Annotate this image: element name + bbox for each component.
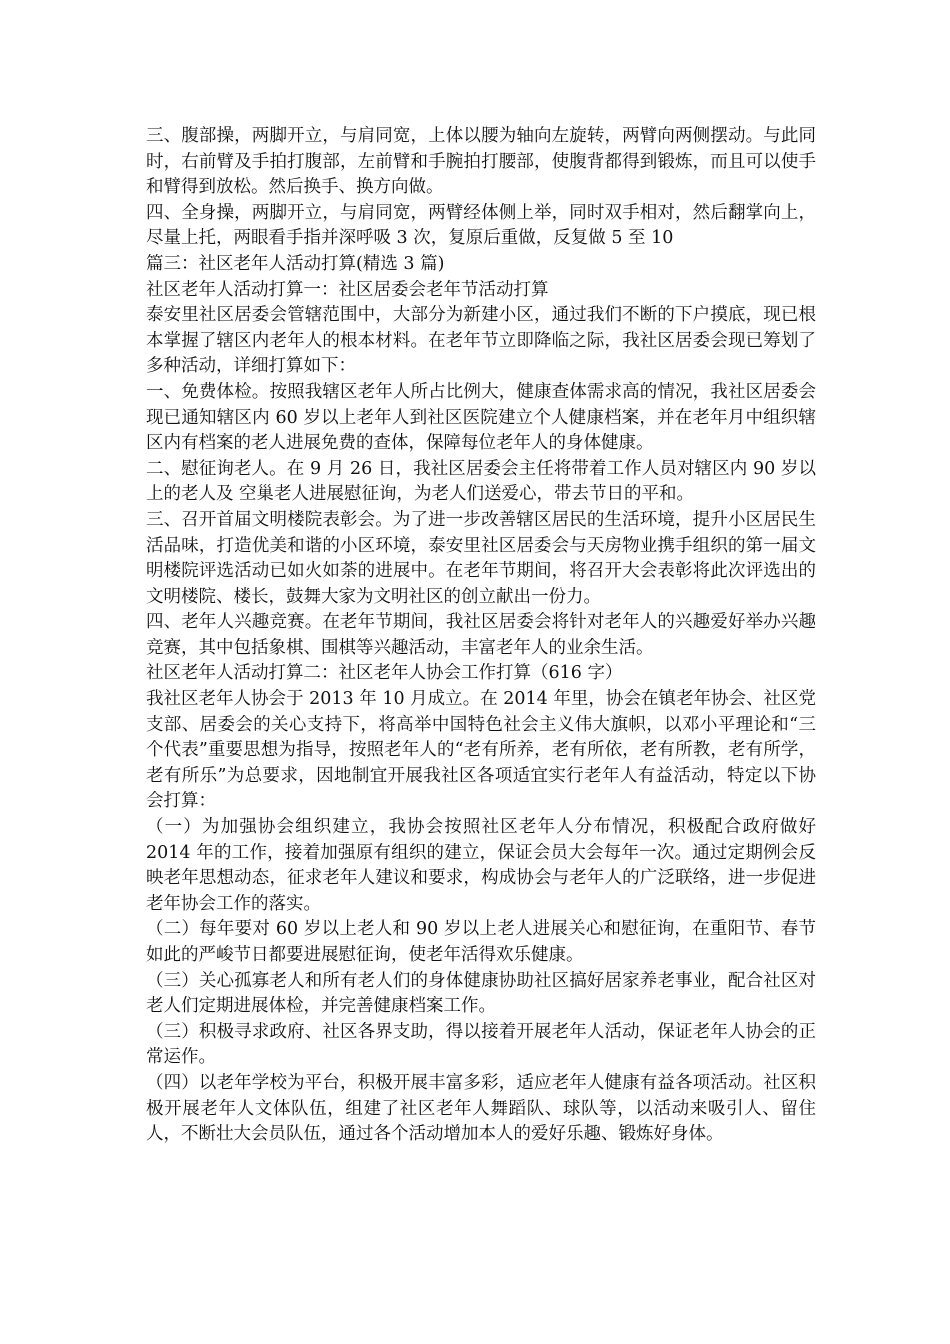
paragraph: （二）每年要对 60 岁以上老人和 90 岁以上老人进展关心和慰征询，在重阳节、春节如此的严峻节日都要进展慰征询，使老年活得欢乐健康。 (146, 919, 816, 965)
subsection-heading: 社区老年人活动打算二：社区老年人协会工作打算（616 字） (146, 663, 623, 684)
paragraph: （四）以老年学校为平台，积极开展丰富多彩，适应老年人健康有益各项活动。社区积极开展老年人文体队伍，组建了社区老年人舞蹈队、球队等，以活动来吸引人、留住人，不断壮大会员队伍，通过各个活动增加本人的爱好乐趣、锻炼好身体。 (146, 1072, 816, 1145)
paragraph: 四、全身操，两脚开立，与肩同宽，两臂经体侧上举，同时双手相对，然后翻掌向上，尽量上托，两眼看手指并深呼吸 3 次，复原后重做，反复做 5 至 10 (146, 202, 816, 249)
subsection-heading: 社区老年人活动打算一：社区居委会老年节活动打算 (146, 279, 549, 300)
paragraph: 三、腹部操，两脚开立，与肩同宽，上体以腰为轴向左旋转，两臂向两侧摆动。与此同时，右前臂及手拍打腹部，左前臂和手腕拍打腰部，使腹背都得到锻炼，而且可以使手和臂得到放松。然后换手、换方向做。 (146, 126, 816, 198)
paragraph: 二、慰征询老人。在 9 月 26 日，我社区居委会主任将带着工作人员对辖区内 90 岁以上的老人及 空巢老人进展慰征询，为老人们送爱心，带去节日的平和。 (146, 458, 816, 505)
paragraph: （三）关心孤寡老人和所有老人们的身体健康协助社区搞好居家养老事业，配合社区对老人们定期进展体检，并完善健康档案工作。 (146, 970, 816, 1017)
paragraph: 三、召开首届文明楼院表彰会。为了进一步改善辖区居民的生活环境，提升小区居民生活品味，打造优美和谐的小区环境，泰安里社区居委会与天房物业携手组织的第一届文明楼院评选活动已如火如荼的进展中。在老年节期间，将召开大会表彰将此次评选出的文明楼院、楼长，鼓舞大家为文明社区的创立献出一份力。 (146, 509, 816, 607)
document-body (146, 124, 816, 1148)
paragraph: 四、老年人兴趣竞赛。在老年节期间，我社区居委会将针对老年人的兴趣爱好举办兴趣竞赛，其中包括象棋、围棋等兴趣活动，丰富老年人的业余生活。 (146, 612, 816, 658)
paragraph: 我社区老年人协会于 2013 年 10 月成立。在 2014 年里，协会在镇老年协会、社区党支部、居委会的关心支持下，将高举中国特色社会主义伟大旗帜，以邓小平理论和“三个代表”重要思想为指导，按照老年人的“老有所养，老有所依，老有所教，老有所学，老有所乐”为总要求，因地制宜开展我社区各项适宜实行老年人有益活动，特定以下协会打算： (146, 689, 816, 812)
section-heading: 篇三：社区老年人活动打算(精选 3 篇) (146, 253, 445, 274)
paragraph: 一、免费体检。按照我辖区老年人所占比例大，健康查体需求高的情况，我社区居委会现已通知辖区内 60 岁以上老年人到社区医院建立个人健康档案，并在老年月中组织辖区内有档案的老人进展免费的查体，保障每位老年人的身体健康。 (146, 381, 816, 454)
paragraph: （三）积极寻求政府、社区各界支助，得以接着开展老年人活动，保证老年人协会的正常运作。 (146, 1021, 816, 1068)
paragraph: （一）为加强协会组织建立，我协会按照社区老年人分布情况，积极配合政府做好 2014 年的工作，接着加强原有组织的建立，保证会员大会每年一次。通过定期例会反映老年思想动态，征求老年人建议和要求，构成协会与老年人的广泛联络，进一步促进老年协会工作的落实。 (146, 817, 816, 914)
paragraph: 泰安里社区居委会管辖范围中，大部分为新建小区，通过我们不断的下户摸底，现已根本掌握了辖区内老年人的根本材料。在老年节立即降临之际，我社区居委会现已筹划了多种活动，详细打算如下： (146, 305, 816, 377)
